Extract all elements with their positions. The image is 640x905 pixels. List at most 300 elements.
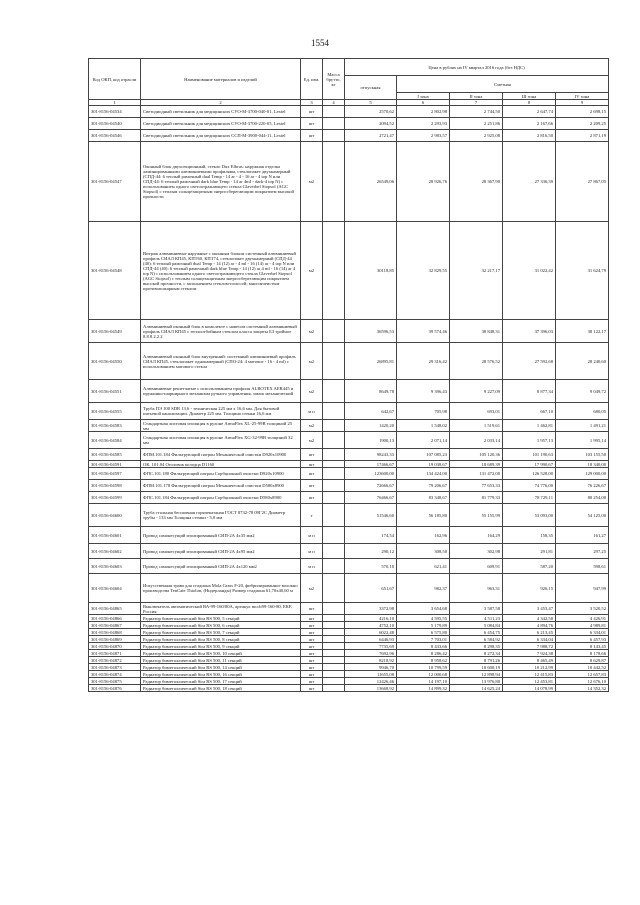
table-row [89,544,609,559]
zone-1-price-cell: 14 899,32 [397,685,450,692]
zone-4-price-cell: 9 049,72 [556,380,609,403]
code-cell: 301-8156-04867 [89,622,141,629]
name-cell: ФПС.101.184 Фильтрующий патрон Сорбционной очистки D580x8900 [141,492,301,504]
code-cell: 301-8156-04869 [89,636,141,643]
header-zone-1: I зона [397,93,450,100]
zone-2-price-cell: 6 454,75 [450,629,503,636]
zone-1-price-cell: 2 293,93 [397,118,450,130]
name-cell: Провод самонесущий изолированный СИП-2А 4х95 мм2 [141,544,301,559]
unit-cell: шт [301,118,323,130]
zone-4-price-cell: 8 178,66 [556,650,609,657]
mass-cell [323,527,345,544]
wholesale-price-cell: 123600,00 [345,468,397,480]
zone-4-price-cell: 54 125,00 [556,504,609,527]
zone-1-price-cell: 3 654,68 [397,603,450,615]
unit-cell: шт [301,492,323,504]
wholesale-price-cell: 290,12 [345,544,397,559]
name-cell: Витраж алюминиевые наружные с оконным блоком системный алюминиевый профиль СИАЛ КП45, КПТ60, КПТ74, стеклопакет двухкамерный (СПД-44 (40): 6 теплый рамочный dual Temp - 14 (12) ar - 4 ml - 16 (14) ar - 4 top N или СПД-44 (40): 6 теплый рамочный dark blue Temp - 14 (12) ar 4 ml - 16 (14) ar 4 top N) с использованием одного светоотражающего стекла Glaverbel Stopsol (AGC Stopsol) с теплым солнцезащитным энергосберегающим покрытием высокой прочности, с заполнением стеклом-полосой; многоячеистым противопожарным стеклом [141,222,301,320]
zone-3-price-cell: 12 415,83 [503,671,556,678]
wholesale-price-cell: 3372,98 [345,603,397,615]
zone-2-price-cell: 14 625,24 [450,685,503,692]
unit-cell: шт [301,480,323,492]
table-row [89,142,609,222]
zone-3-price-cell: 7 924,38 [503,650,556,657]
zone-4-price-cell: 6 457,93 [556,636,609,643]
zone-1-price-cell: 7 703,01 [397,636,450,643]
zone-1-price-cell: 162,96 [397,527,450,544]
zone-3-price-cell: 2 167,66 [503,118,556,130]
code-cell: 301-8156-04866 [89,615,141,622]
name-cell: Радиатор биметаллический Sira RS 500, 10 секций [141,650,301,657]
table-row [89,461,609,468]
unit-cell: шт [301,468,323,480]
code-cell: 301-8156-04604 [89,574,141,603]
name-cell: Радиатор биметаллический Sira RS 500, 11 секций [141,657,301,664]
wholesale-price-cell: 2721,47 [345,130,397,142]
code-cell: 301-8156-04875 [89,678,141,685]
name-cell: Радиатор биметаллический Sira RS 500, 17 секций [141,678,301,685]
zone-3-price-cell: 587,20 [503,559,556,574]
mass-cell [323,222,345,320]
mass-cell [323,449,345,461]
mass-cell [323,343,345,380]
zone-4-price-cell: 14 352,32 [556,685,609,692]
zone-2-price-cell: 28 367,90 [450,142,503,222]
unit-cell: шт [301,622,323,629]
unit-cell: шт [301,650,323,657]
zone-1-price-cell: 705,98 [397,403,450,420]
zone-3-price-cell: 10 212,99 [503,664,556,671]
mass-cell [323,118,345,130]
code-cell: 301-8156-04601 [89,527,141,544]
zone-2-price-cell: 9 227,09 [450,380,503,403]
table-row [89,468,609,480]
zone-2-price-cell: 4 511,23 [450,615,503,622]
zone-4-price-cell: 161,27 [556,527,609,544]
zone-1-price-cell: 2 983,57 [397,130,450,142]
zone-2-price-cell: 13 976,80 [450,678,503,685]
code-cell: 301-8156-04546 [89,130,141,142]
wholesale-price-cell: 36596,53 [345,320,397,343]
column-number: 5 [345,100,397,106]
wholesale-price-cell: 72666,67 [345,480,397,492]
name-cell: Провод самонесущий изолированный СИП-2А 4х120 мм2 [141,559,301,574]
unit-cell: шт [301,130,323,142]
header-zone-4: IV зона [556,93,609,100]
mass-cell [323,685,345,692]
zone-2-price-cell: 302,98 [450,544,503,559]
unit-cell: т [301,504,323,527]
mass-cell [323,130,345,142]
column-number: 2 [141,100,301,106]
header-name: Наименование материалов и изделий [141,59,301,100]
code-cell: 301-8156-04549 [89,320,141,343]
name-cell: Алюминиевый оконный блок в комплекте с навесом системный алюминиевый профиль СИАЛ КП45 с теплоотбойным стеклом класса защиты Б3 тройное 8.8.8.2.2.2 [141,320,301,343]
name-cell: Труба ПЭ 100 SDR 13,6 - техническая 225 мм х 16,6 мм. Для бытовой питьевой канализации. Диаметр 225 мм. Толщина стенки 16,6 мм [141,403,301,420]
wholesale-price-cell: 7735,69 [345,643,397,650]
wholesale-price-cell: 4216,10 [345,615,397,622]
name-cell: Радиатор биметаллический Sira RS 500, 18 секций [141,685,301,692]
zone-4-price-cell: 31 624,79 [556,222,609,320]
code-cell: 301-8156-04599 [89,492,141,504]
table-row [89,504,609,527]
table-row [89,343,609,380]
zone-4-price-cell: 4 426,91 [556,615,609,622]
zone-4-price-cell: 297,25 [556,544,609,559]
zone-2-price-cell: 1 519,61 [450,420,503,432]
header-zone-3: III зона [503,93,556,100]
name-cell: Радиатор биметаллический Sira RS 500, 7 секций [141,629,301,636]
wholesale-price-cell: 1420,20 [345,420,397,432]
zone-1-price-cell: 39 574,46 [397,320,450,343]
zone-1-price-cell: 1 548,02 [397,420,450,432]
zone-3-price-cell: 667,10 [503,403,556,420]
zone-3-price-cell: 17 990,67 [503,461,556,468]
zone-4-price-cell: 28 240,60 [556,343,609,380]
mass-cell [323,432,345,449]
unit-cell: м2 [301,222,323,320]
code-cell: 301-8156-04872 [89,657,141,664]
wholesale-price-cell: 2094,52 [345,118,397,130]
unit-cell: м п [301,527,323,544]
name-cell: ФПМ.101.178 Фильтрующий патрон Механической очистки D580x8900 [141,480,301,492]
wholesale-price-cell: 13668,92 [345,685,397,692]
zone-1-price-cell: 8 433,66 [397,643,450,650]
mass-cell [323,664,345,671]
name-cell: Провод самонесущий изолированный СИП-2А 4х35 мм2 [141,527,301,544]
zone-4-price-cell: 12 676,10 [556,678,609,685]
table-row [89,671,609,678]
table-row [89,380,609,403]
mass-cell [323,461,345,468]
zone-3-price-cell: 6 213,45 [503,629,556,636]
zone-3-price-cell: 4 894,76 [503,622,556,629]
zone-4-price-cell: 598,61 [556,559,609,574]
code-cell: 301-8156-04603 [89,559,141,574]
zone-4-price-cell: 27 867,05 [556,142,609,222]
zone-1-price-cell: 56 185,80 [397,504,450,527]
zone-3-price-cell: 27 336,39 [503,142,556,222]
zone-2-price-cell: 2 251,86 [450,118,503,130]
table-row [89,449,609,461]
code-cell: 301-8156-04540 [89,118,141,130]
header-mass: Масса брутто, кг [323,59,345,100]
wholesale-price-cell: 2570,62 [345,106,397,118]
wholesale-price-cell: 642,67 [345,403,397,420]
unit-cell: шт [301,461,323,468]
zone-2-price-cell: 32 217,17 [450,222,503,320]
zone-4-price-cell: 103 155,50 [556,449,609,461]
table-row [89,403,609,420]
code-cell: 301-8156-04550 [89,343,141,380]
zone-1-price-cell: 982,37 [397,574,450,603]
wholesale-price-cell: 98243,33 [345,449,397,461]
zone-3-price-cell: 7 988,72 [503,643,556,650]
column-number: 3 [301,100,323,106]
unit-cell: шт [301,106,323,118]
unit-cell: шт [301,603,323,615]
zone-3-price-cell: 8 877,34 [503,380,556,403]
zone-4-price-cell: 2 871,19 [556,130,609,142]
zone-3-price-cell: 4 342,58 [503,615,556,622]
name-cell: Алюминиевые решетчатые с использованием профиля ALBOTEX AER445 и пружинно-шарнирного механизма ручного управления, замок механический [141,380,301,403]
code-cell: 301-8156-04874 [89,671,141,678]
zone-2-price-cell: 77 653,33 [450,480,503,492]
column-number: 7 [450,100,503,106]
wholesale-price-cell: 11655,08 [345,671,397,678]
zone-1-price-cell: 28 926,76 [397,142,450,222]
code-cell: 301-8156-04602 [89,544,141,559]
unit-cell: м2 [301,574,323,603]
table-row [89,657,609,664]
mass-cell [323,615,345,622]
code-cell: 301-8156-04551 [89,380,141,403]
table-row [89,222,609,320]
column-number: 9 [556,100,609,106]
zone-2-price-cell: 609,91 [450,559,503,574]
wholesale-price-cell: 8649,78 [345,380,397,403]
unit-cell: м п [301,403,323,420]
code-cell: 301-8156-04548 [89,222,141,320]
name-cell: Стандартная листовая изоляция в рулоне ArmaFlex XG-32-99В толщиной 32 мм [141,432,301,449]
unit-cell: шт [301,643,323,650]
column-number: 4 [323,100,345,106]
zone-4-price-cell: 680,05 [556,403,609,420]
mass-cell [323,559,345,574]
wholesale-price-cell: 570,10 [345,559,397,574]
zone-2-price-cell: 8 272,34 [450,650,503,657]
name-cell: Радиатор биметаллический Sira RS 500, 9 секций [141,643,301,650]
zone-2-price-cell: 2 033,14 [450,432,503,449]
name-cell: Светодиодный светильник для медицинских СУО-M-3700-040-01, Lextel [141,106,301,118]
mass-cell [323,636,345,643]
unit-cell: м2 [301,320,323,343]
mass-cell [323,622,345,629]
unit-cell: шт [301,685,323,692]
zone-2-price-cell: 963,31 [450,574,503,603]
zone-1-price-cell: 107 085,23 [397,449,450,461]
code-cell: 301-8156-04868 [89,629,141,636]
zone-2-price-cell: 28 576,52 [450,343,503,380]
wholesale-price-cell: 6446,93 [345,636,397,643]
name-cell: Светодиодный светильник для медицинских ССП-M-3900-044-11, Lextel [141,130,301,142]
table-row [89,615,609,622]
table-row [89,527,609,544]
code-cell: 301-8156-04598 [89,480,141,492]
table-row [89,678,609,685]
zone-1-price-cell: 4 595,55 [397,615,450,622]
zone-3-price-cell: 1 462,81 [503,420,556,432]
table-row [89,685,609,692]
code-cell: 301-8156-04555 [89,403,141,420]
zone-2-price-cell: 3 587,58 [450,603,503,615]
code-cell: 301-8156-04871 [89,650,141,657]
unit-cell: м2 [301,432,323,449]
zone-4-price-cell: 18 340,00 [556,461,609,468]
zone-3-price-cell: 27 592,68 [503,343,556,380]
code-cell: 301-8156-04534 [89,106,141,118]
wholesale-price-cell: 9946,70 [345,664,397,671]
zone-1-price-cell: 2 802,98 [397,106,450,118]
name-cell: ОК. 101.04 Оголовок колодца D1160 [141,461,301,468]
wholesale-price-cell: 651,67 [345,574,397,603]
zone-2-price-cell: 12 898,94 [450,671,503,678]
zone-2-price-cell: 55 155,99 [450,504,503,527]
mass-cell [323,544,345,559]
wholesale-price-cell: 6022,48 [345,629,397,636]
zone-3-price-cell: 74 776,00 [503,480,556,492]
zone-4-price-cell: 80 254,00 [556,492,609,504]
zone-4-price-cell: 76 226,67 [556,480,609,492]
header-zone-2: II зона [450,93,503,100]
unit-cell: шт [301,657,323,664]
table-row [89,636,609,643]
zone-2-price-cell: 105 120,36 [450,449,503,461]
wholesale-price-cell: 26549,06 [345,142,397,222]
name-cell: Радиатор биметаллический Sira RS 500, 6 секций [141,622,301,629]
table-row [89,574,609,603]
zone-4-price-cell: 8 143,45 [556,643,609,650]
zone-2-price-cell: 6 584,92 [450,636,503,643]
mass-cell [323,320,345,343]
code-cell: 301-8156-04873 [89,664,141,671]
wholesale-price-cell: 7692,96 [345,650,397,657]
table-row [89,650,609,657]
zone-1-price-cell: 29 316,42 [397,343,450,380]
mass-cell [323,650,345,657]
zone-1-price-cell: 8 286,42 [397,650,450,657]
unit-cell: шт [301,664,323,671]
wholesale-price-cell: 4752,10 [345,622,397,629]
zone-4-price-cell: 2 209,25 [556,118,609,130]
code-cell: 301-8156-04600 [89,504,141,527]
zone-3-price-cell: 3 453,47 [503,603,556,615]
zone-1-price-cell: 6 575,80 [397,629,450,636]
name-cell: ФПМ.101.184 Фильтрующий патрон Механической очистки D920x10900 [141,449,301,461]
zone-4-price-cell: 10 442,52 [556,664,609,671]
zone-4-price-cell: 129 000,00 [556,468,609,480]
zone-1-price-cell: 10 799,59 [397,664,450,671]
zone-1-price-cell: 12 000,68 [397,671,450,678]
unit-cell: шт [301,636,323,643]
code-cell: 301-8156-04584 [89,432,141,449]
mass-cell [323,603,345,615]
zone-1-price-cell: 2 071,14 [397,432,450,449]
mass-cell [323,403,345,420]
zone-3-price-cell: 37 396,03 [503,320,556,343]
zone-3-price-cell: 78 729,11 [503,492,556,504]
column-number: 8 [503,100,556,106]
zone-2-price-cell: 81 779,33 [450,492,503,504]
page-number: 1554 [311,38,329,48]
name-cell: Алюминиевый оконный блок внутренний: системный алюминиевый профиль СИАЛ КП45, стеклопакет однокамерный (СПО-24: 4 матовое - 16 - 4 ml) с использованием матового стекла [141,343,301,380]
zone-3-price-cell: 126 528,00 [503,468,556,480]
zone-2-price-cell: 10 600,19 [450,664,503,671]
table-body [89,106,609,692]
zone-2-price-cell: 2 744,50 [450,106,503,118]
zone-4-price-cell: 12 657,83 [556,671,609,678]
code-cell: 301-8156-04870 [89,643,141,650]
table-row [89,480,609,492]
unit-cell: шт [301,615,323,622]
name-cell: Искусственная трава для стадиона Mola Grass F-20, фибрилированное волокно производства TenCate Thiolon, (Нидерланды) Размер стадиона 61,70х40,60 м [141,574,301,603]
wholesale-price-cell: 76466,67 [345,492,397,504]
name-cell: Радиатор биметаллический Sira RS 500, 16 секций [141,671,301,678]
table-row [89,492,609,504]
zone-1-price-cell: 308,50 [397,544,450,559]
wholesale-price-cell: 12426,46 [345,678,397,685]
wholesale-price-cell: 26895,81 [345,343,397,380]
table-row [89,622,609,629]
zone-3-price-cell: 1 957,13 [503,432,556,449]
zone-1-price-cell: 19 038,67 [397,461,450,468]
zone-2-price-cell: 164,29 [450,527,503,544]
wholesale-price-cell: 30118,85 [345,222,397,320]
table-row [89,118,609,130]
unit-cell: шт [301,671,323,678]
zone-2-price-cell: 131 472,00 [450,468,503,480]
column-number: 6 [397,100,450,106]
zone-2-price-cell: 8 298,35 [450,643,503,650]
zone-4-price-cell: 947,99 [556,574,609,603]
zone-2-price-cell: 2 925,08 [450,130,503,142]
wholesale-price-cell: 51546,60 [345,504,397,527]
mass-cell [323,380,345,403]
mass-cell [323,480,345,492]
code-cell: 301-8156-04597 [89,468,141,480]
table-row [89,664,609,671]
name-cell: Радиатор биметаллический Sira RS 500, 8 секций [141,636,301,643]
table-row [89,559,609,574]
zone-1-price-cell: 621,41 [397,559,450,574]
zone-3-price-cell: 101 190,63 [503,449,556,461]
header-wholesale: отпускная [345,76,397,100]
mass-cell [323,678,345,685]
mass-cell [323,420,345,432]
zone-4-price-cell: 3 520,52 [556,603,609,615]
zone-3-price-cell: 291,81 [503,544,556,559]
zone-3-price-cell: 12 453,81 [503,678,556,685]
zone-1-price-cell: 8 958,62 [397,657,450,664]
wholesale-price-cell: 1900,13 [345,432,397,449]
header-estimate: Сметная [397,76,609,93]
header-unit: Ед. изм. [301,59,323,100]
table-row [89,320,609,343]
zone-3-price-cell: 31 022,42 [503,222,556,320]
zone-3-price-cell: 6 334,04 [503,636,556,643]
zone-1-price-cell: 5 179,89 [397,622,450,629]
zone-1-price-cell: 9 396,43 [397,380,450,403]
mass-cell [323,492,345,504]
name-cell: Светодиодный светильник для медицинских СУО-M-3700-220-05, Lextel [141,118,301,130]
mass-cell [323,504,345,527]
table-row [89,603,609,615]
unit-cell: шт [301,629,323,636]
table-row [89,420,609,432]
zone-2-price-cell: 8 791,26 [450,657,503,664]
code-cell: 301-8156-04876 [89,685,141,692]
zone-2-price-cell: 18 689,39 [450,461,503,468]
table-row [89,432,609,449]
zone-4-price-cell: 1 995,14 [556,432,609,449]
mass-cell [323,671,345,678]
code-cell: 301-8156-04583 [89,420,141,432]
unit-cell: м2 [301,380,323,403]
code-cell: 301-8156-04591 [89,461,141,468]
zone-2-price-cell: 693,01 [450,403,503,420]
unit-cell: м2 [301,142,323,222]
zone-4-price-cell: 1 491,21 [556,420,609,432]
